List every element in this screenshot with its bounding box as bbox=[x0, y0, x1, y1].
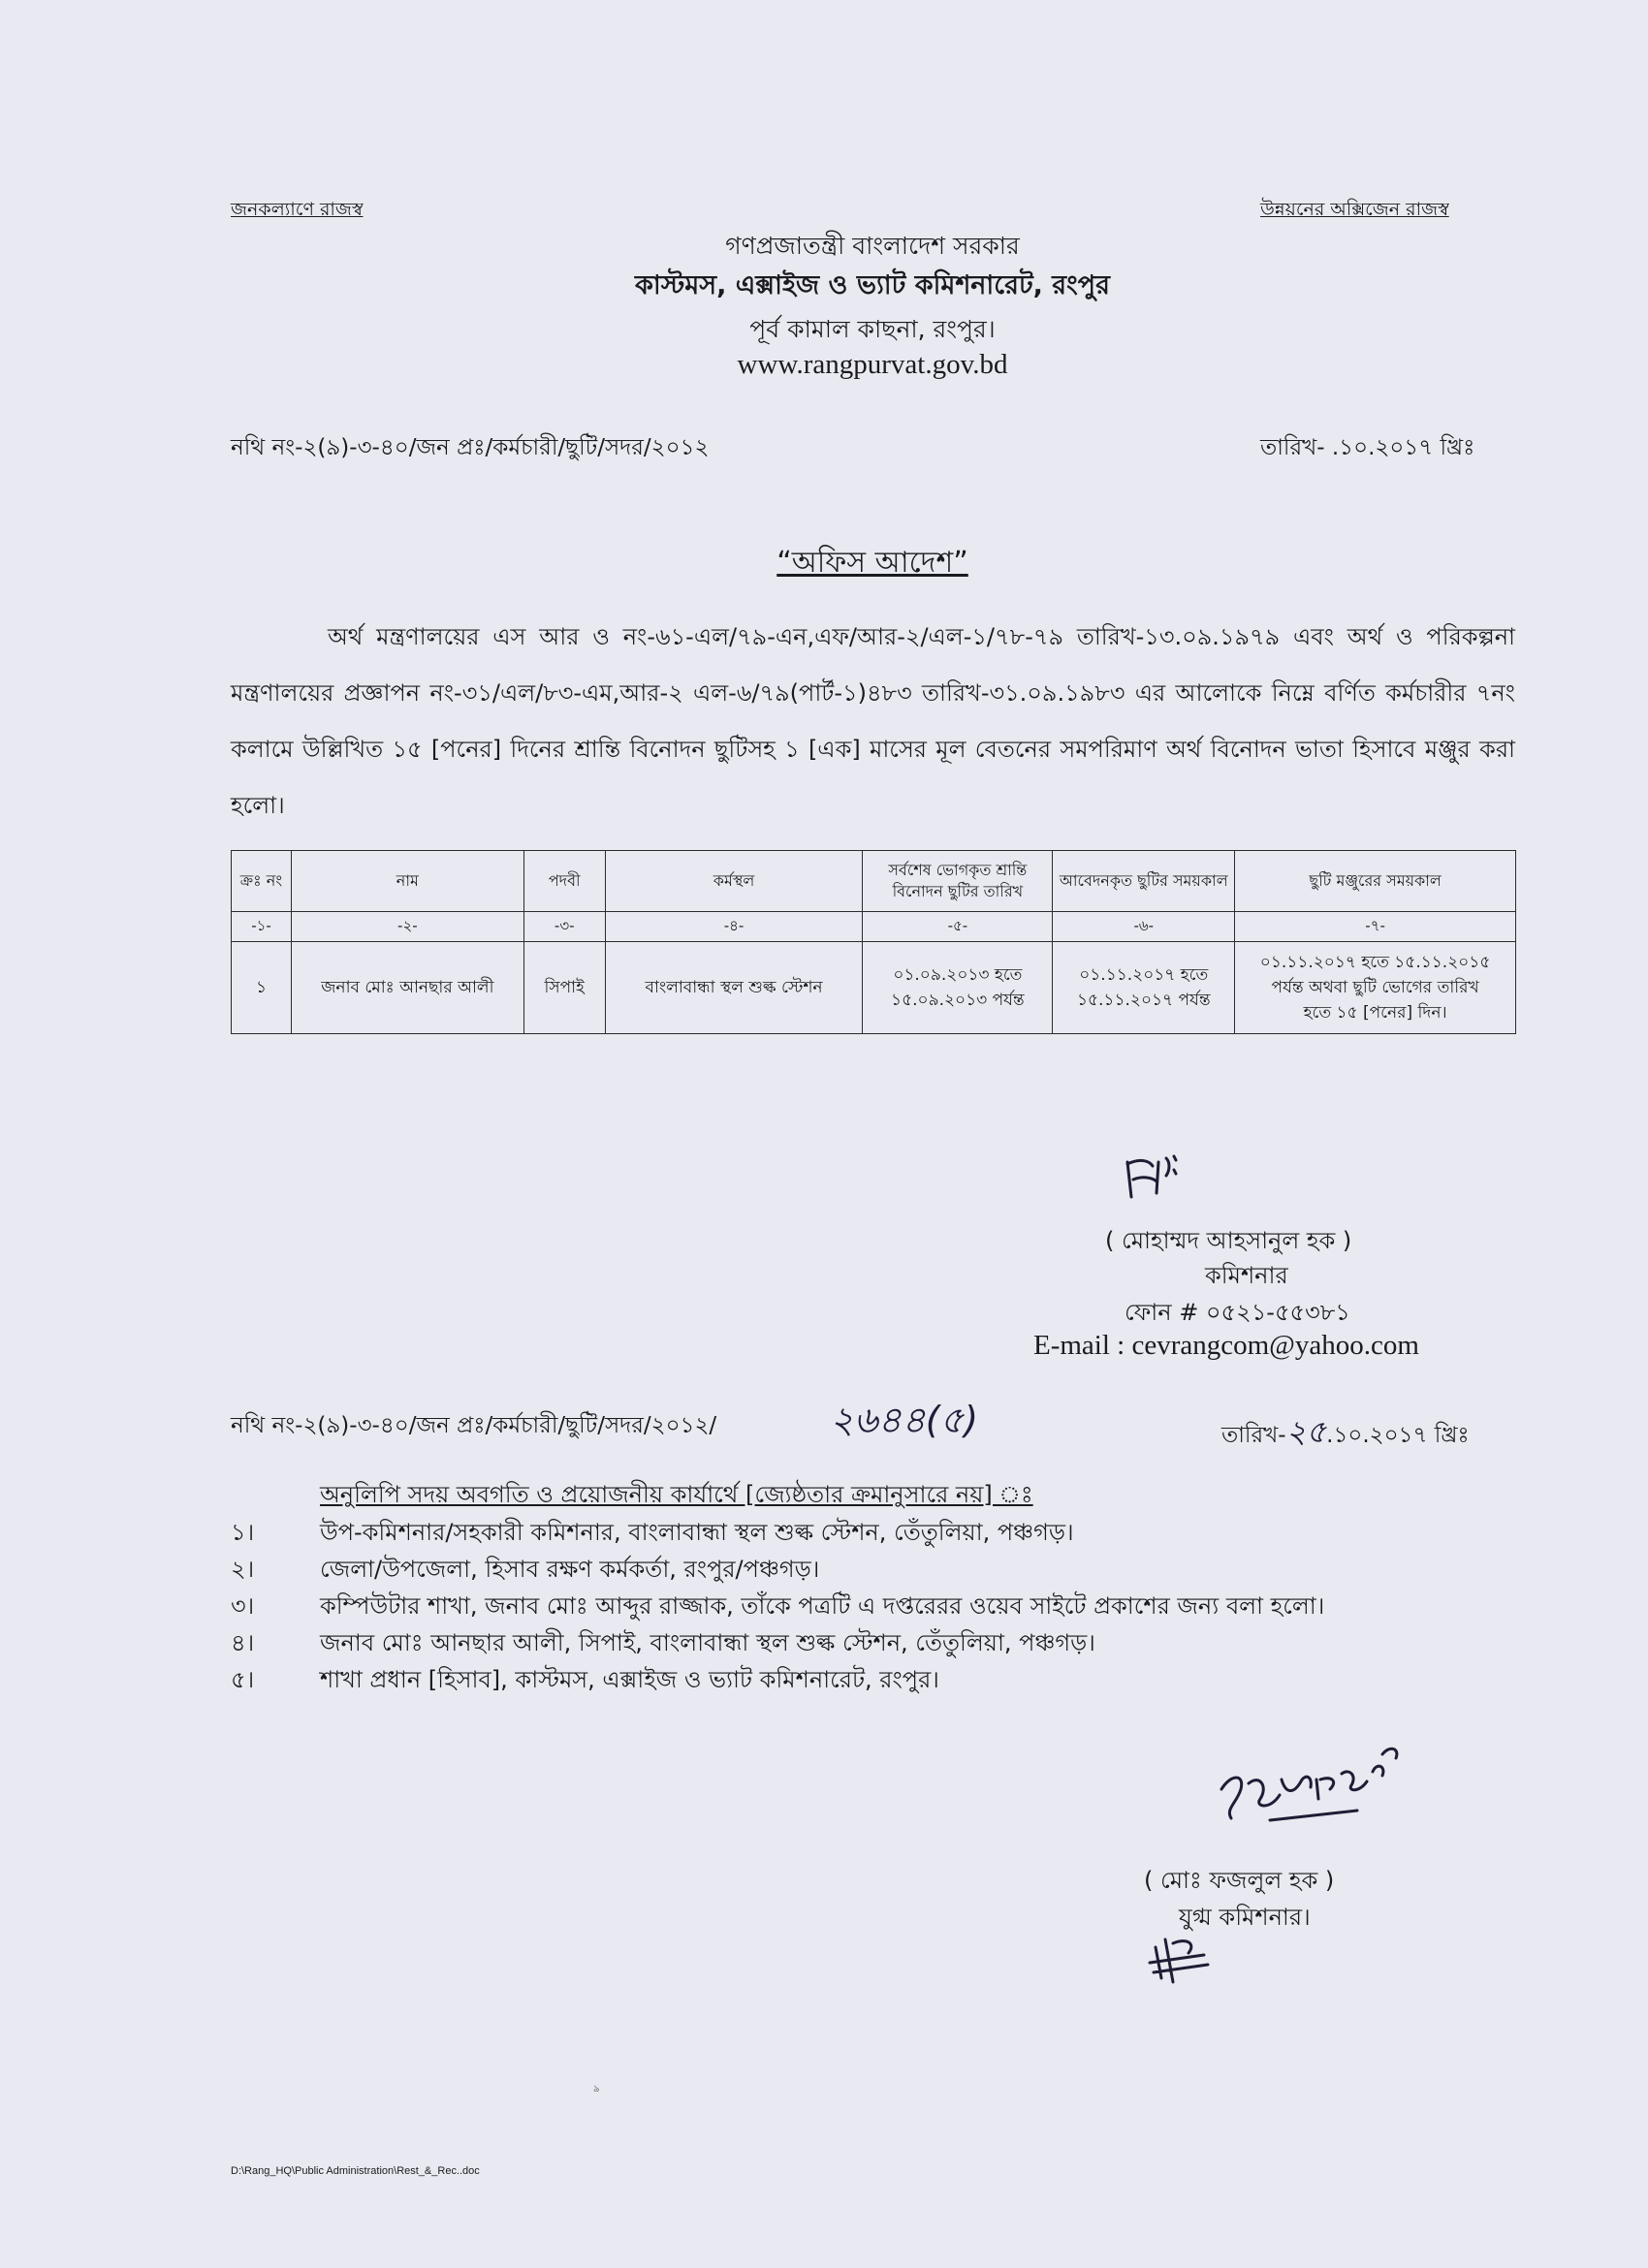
tagline-left: জনকল্যাণে রাজস্ব bbox=[231, 199, 364, 220]
table-row bbox=[232, 942, 1516, 1034]
list-item-text: জনাব মোঃ আনছার আলী, সিপাই, বাংলাবান্ধা স্থল শুল্ক স্টেশন, তেঁতুলিয়া, পঞ্চগড়। bbox=[320, 1629, 1095, 1656]
header-applied-period: আবেদনকৃত ছুটির সময়কাল bbox=[1053, 851, 1235, 912]
cell-line: ১৫.১১.২০১৭ পর্যন্ত bbox=[1076, 991, 1211, 1010]
list-item-text: কম্পিউটার শাখা, জনাব মোঃ আব্দুর রাজ্জাক, তাঁকে পত্রটি এ দপ্তরেরর ওয়েব সাইটে প্রকাশের জন্য বলা হলো। bbox=[320, 1592, 1325, 1620]
commissioner-title: কমিশনার bbox=[1205, 1262, 1288, 1289]
order-body-text: অর্থ মন্ত্রণালয়ের এস আর ও নং-৬১-এল/৭৯-এন,এফ/আর-২/এল-১/৭৮-৭৯ তারিখ-১৩.০৯.১৯৭৯ এবং অর্থ ও পরিকল্পনা মন্ত্রণালয়ের প্রজ্ঞাপন নং-৩১/এল/৮৩-এম,আর-২ এল-৬/৭৯(পার্ট-১)৪৮৩ তারিখ-৩১.০৯.১৯৮৩ এর আলোকে নিম্নে বর্ণিত কর্মচারীর ৭নং কলামে উল্লিখিত ১৫ [পনের] দিনের শ্রান্তি বিনোদন ছুটিসহ ১ [এক] মাসের মূল বেতনের সমপরিমাণ অর্থ বিনোদন ভাতা হিসাবে মঞ্জুর করা হলো। bbox=[231, 623, 1515, 819]
header-name: নাম bbox=[291, 851, 523, 912]
cell-serial: ১ bbox=[232, 942, 292, 1034]
cell-last-leave bbox=[863, 942, 1053, 1034]
cell-applied-period bbox=[1053, 942, 1235, 1034]
stray-mark: ৯ bbox=[593, 2084, 600, 2095]
list-item-number: ২। bbox=[231, 1556, 255, 1583]
list-item-number: ১। bbox=[231, 1519, 255, 1546]
list-item-number: ৫। bbox=[231, 1666, 255, 1693]
list-item-number: ৩। bbox=[231, 1592, 255, 1620]
cell-granted-period bbox=[1235, 942, 1516, 1034]
header-workplace: কর্মস্থল bbox=[605, 851, 863, 912]
copy-to-title: অনুলিপি সদয় অবগতি ও প্রয়োজনীয় কার্যার্থে [জ্যেষ্ঠতার ক্রমানুসারে নয়] ঃ bbox=[320, 1481, 1033, 1508]
cell-line: ১৫.০৯.২০১৩ পর্যন্ত bbox=[891, 991, 1025, 1010]
list-item-text: উপ-কমিশনার/সহকারী কমিশনার, বাংলাবান্ধা স্থল শুল্ক স্টেশন, তেঁতুলিয়া, পঞ্চগড়। bbox=[320, 1519, 1074, 1546]
joint-commissioner-name: ( মোঃ ফজলুল হক ) bbox=[1144, 1867, 1335, 1894]
memo2-handwritten-number: ২৬৪৪(৫) bbox=[830, 1399, 979, 1441]
table-header-row bbox=[232, 851, 1516, 912]
cell-line: হতে ১৫ [পনের] দিন। bbox=[1303, 1003, 1447, 1023]
memo2-number: নথি নং-২(৯)-৩-৪০/জন প্রঃ/কর্মচারী/ছুটি/সদর/২০১২/ bbox=[231, 1413, 717, 1438]
memo2-date-suffix: .১০.২০১৭ খ্রিঃ bbox=[1326, 1423, 1470, 1448]
header-granted-period: ছুটি মঞ্জুরের সময়কাল bbox=[1235, 851, 1516, 912]
column-number: -১- bbox=[232, 912, 292, 942]
cell-workplace: বাংলাবান্ধা স্থল শুল্ক স্টেশন bbox=[605, 942, 863, 1034]
memo2-date-prefix: তারিখ- bbox=[1221, 1423, 1286, 1448]
joint-commissioner-signature bbox=[1212, 1735, 1415, 1832]
order-title: “অফিস আদেশ” bbox=[776, 546, 968, 580]
joint-commissioner-title: যুগ্ম কমিশনার। bbox=[1179, 1904, 1311, 1931]
list-item-text: শাখা প্রধান [হিসাব], কাস্টমস, এক্সাইজ ও ভ্যাট কমিশনারেট, রংপুর। bbox=[320, 1666, 939, 1693]
list-item bbox=[231, 1661, 1588, 1698]
initial-mark bbox=[1144, 1934, 1221, 1987]
cell-line: ০১.০৯.২০১৩ হতে bbox=[893, 965, 1023, 985]
header-last-leave: সর্বশেষ ভোগকৃত শ্রান্তি বিনোদন ছুটির তারিখ bbox=[863, 851, 1053, 912]
header-designation: পদবী bbox=[523, 851, 605, 912]
cell-line: ০১.১১.২০১৭ হতে ১৫.১১.২০১৫ bbox=[1259, 953, 1491, 972]
column-number: -৪- bbox=[605, 912, 863, 942]
cell-line: ০১.১১.২০১৭ হতে bbox=[1079, 965, 1209, 985]
header-serial: ক্রঃ নং bbox=[232, 851, 292, 912]
file-path-footer: D:\Rang_HQ\Public Administration\Rest_&_Rec..doc bbox=[231, 2165, 480, 2177]
commissioner-signature bbox=[1120, 1149, 1188, 1207]
office-name: কাস্টমস, এক্সাইজ ও ভ্যাট কমিশনারেট, রংপুর bbox=[635, 270, 1110, 300]
column-number: -৬- bbox=[1053, 912, 1235, 942]
column-number: -৩- bbox=[523, 912, 605, 942]
list-item bbox=[231, 1624, 1588, 1661]
list-item bbox=[231, 1514, 1588, 1551]
column-number: -২- bbox=[291, 912, 523, 942]
tagline-right: উন্নয়নের অক্সিজেন রাজস্ব bbox=[1260, 199, 1449, 220]
government-name: গণপ্রজাতন্ত্রী বাংলাদেশ সরকার bbox=[725, 232, 1020, 260]
memo2-handwritten-day: ২৫ bbox=[1285, 1413, 1327, 1450]
column-number: -৫- bbox=[863, 912, 1053, 942]
leave-table bbox=[231, 850, 1516, 1034]
memo2-date bbox=[1221, 1407, 1470, 1460]
commissioner-phone: ফোন # ০৫২১-৫৫৩৮১ bbox=[1125, 1299, 1350, 1326]
column-number: -৭- bbox=[1235, 912, 1516, 942]
list-item-number: ৪। bbox=[231, 1629, 255, 1656]
memo-number: নথি নং-২(৯)-৩-৪০/জন প্রঃ/কর্মচারী/ছুটি/সদর/২০১২ bbox=[231, 435, 710, 460]
office-website: www.rangpurvat.gov.bd bbox=[737, 349, 1008, 380]
list-item-text: জেলা/উপজেলা, হিসাব রক্ষণ কর্মকর্তা, রংপুর/পঞ্চগড়। bbox=[320, 1556, 820, 1583]
commissioner-email: E-mail : cevrangcom@yahoo.com bbox=[1033, 1330, 1419, 1361]
commissioner-name: ( মোহাম্মদ আহসানুল হক ) bbox=[1105, 1227, 1352, 1254]
list-item bbox=[231, 1551, 1588, 1588]
list-item bbox=[231, 1588, 1588, 1624]
cell-name: জনাব মোঃ আনছার আলী bbox=[291, 942, 523, 1034]
office-address: পূর্ব কামাল কাছনা, রংপুর। bbox=[749, 315, 996, 343]
copy-to-list bbox=[231, 1514, 1588, 1698]
cell-designation: সিপাই bbox=[523, 942, 605, 1034]
order-body bbox=[231, 609, 1515, 834]
cell-line: পর্যন্ত অথবা ছুটি ভোগের তারিখ bbox=[1271, 978, 1479, 997]
table-column-number-row bbox=[232, 912, 1516, 942]
memo-date: তারিখ- .১০.২০১৭ খ্রিঃ bbox=[1260, 435, 1475, 460]
